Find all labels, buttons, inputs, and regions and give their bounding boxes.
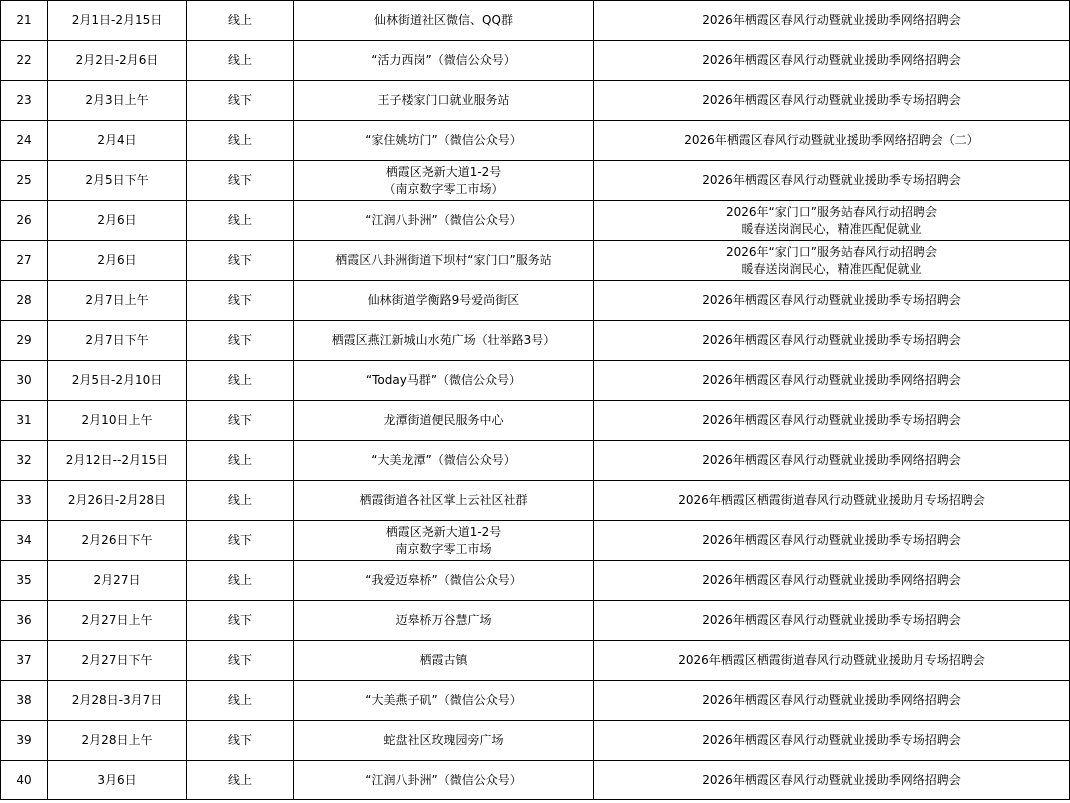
date-cell: 2月26日下午 [48,521,187,561]
event-line: 2026年栖霞区春风行动暨就业援助季专场招聘会 [702,293,961,307]
mode-cell: 线下 [187,161,294,201]
venue-cell [294,321,594,361]
event-cell [594,721,1070,761]
venue-cell [294,121,594,161]
mode-cell: 线上 [187,441,294,481]
date-cell: 2月6日 [48,241,187,281]
date-cell: 2月4日 [48,121,187,161]
venue-line: 栖霞区尧新大道1-2号 [385,524,502,539]
table-row [1,361,1070,401]
venue-cell [294,641,594,681]
event-cell [594,81,1070,121]
event-line: 2026年栖霞区春风行动暨就业援助季专场招聘会 [702,613,961,627]
event-line: 2026年栖霞区春风行动暨就业援助季专场招聘会 [702,93,961,107]
table-row [1,401,1070,441]
table-row [1,281,1070,321]
venue-line: 迈皋桥万谷慧广场 [395,613,492,627]
row-number-cell: 21 [1,1,48,41]
event-cell [594,241,1070,281]
event-cell [594,641,1070,681]
table-row [1,641,1070,681]
row-number-cell: 27 [1,241,48,281]
venue-cell [294,481,594,521]
row-number-cell: 26 [1,201,48,241]
event-line: 2026年栖霞区春风行动暨就业援助季专场招聘会 [702,173,961,187]
date-cell: 2月10日上午 [48,401,187,441]
venue-line: 龙潭街道便民服务中心 [383,413,504,427]
row-number-cell: 37 [1,641,48,681]
venue-line: 蛇盘社区玫瑰园旁广场 [383,733,504,747]
venue-cell [294,241,594,281]
event-line: 2026年栖霞区春风行动暨就业援助季专场招聘会 [702,413,961,427]
event-cell [594,521,1070,561]
date-cell: 2月7日下午 [48,321,187,361]
table-row [1,121,1070,161]
event-cell [594,281,1070,321]
event-cell [594,401,1070,441]
event-line: 2026年栖霞区春风行动暨就业援助季网络招聘会 [702,373,961,387]
table-row [1,81,1070,121]
row-number-cell: 23 [1,81,48,121]
event-line: 2026年栖霞区春风行动暨就业援助季网络招聘会 [702,772,961,787]
venue-cell [294,161,594,201]
event-line: 2026年栖霞区春风行动暨就业援助季网络招聘会（二） [684,133,979,147]
event-line: 2026年栖霞区春风行动暨就业援助季专场招聘会 [702,533,961,547]
venue-cell [294,281,594,321]
event-cell [594,561,1070,601]
event-cell [594,161,1070,201]
table-row [1,1,1070,41]
venue-line: “江润八卦洲”（微信公众号） [365,772,522,787]
venue-line: 栖霞区燕江新城山水苑广场（壮举路3号） [331,333,556,347]
event-line: 2026年栖霞区栖霞街道春风行动暨就业援助月专场招聘会 [678,493,985,507]
venue-cell [294,761,594,800]
row-number-cell: 34 [1,521,48,561]
row-number-cell: 30 [1,361,48,401]
table-row [1,561,1070,601]
mode-cell: 线上 [187,1,294,41]
event-line: 2026年栖霞区春风行动暨就业援助季网络招聘会 [702,693,961,707]
venue-line: 栖霞古镇 [419,653,468,667]
date-cell: 2月26日-2月28日 [48,481,187,521]
venue-line: “活力西岗”（微信公众号） [371,53,516,67]
event-cell [594,441,1070,481]
venue-cell [294,1,594,41]
date-cell: 2月27日上午 [48,601,187,641]
venue-line: 仙林街道社区微信、QQ群 [374,13,513,27]
date-cell: 2月5日下午 [48,161,187,201]
table-row [1,601,1070,641]
event-cell [594,41,1070,81]
schedule-table-body [1,1,1070,800]
date-cell: 2月28日-3月7日 [48,681,187,721]
date-cell: 2月2日-2月6日 [48,41,187,81]
row-number-cell: 29 [1,321,48,361]
row-number-cell: 33 [1,481,48,521]
mode-cell: 线上 [187,201,294,241]
venue-line: “我爱迈皋桥”（微信公众号） [365,573,522,587]
mode-cell: 线上 [187,41,294,81]
event-line: 2026年栖霞区春风行动暨就业援助季专场招聘会 [702,333,961,347]
venue-cell [294,401,594,441]
row-number-cell: 31 [1,401,48,441]
mode-cell: 线下 [187,281,294,321]
table-row [1,41,1070,81]
event-line: 2026年栖霞区春风行动暨就业援助季网络招聘会 [702,453,961,467]
date-cell: 2月3日上午 [48,81,187,121]
date-cell: 2月27日下午 [48,641,187,681]
venue-cell [294,201,594,241]
event-line: 暖春送岗润民心，精准匹配促就业 [741,221,922,236]
event-line: 2026年栖霞区春风行动暨就业援助季网络招聘会 [702,53,961,67]
row-number-cell: 28 [1,281,48,321]
venue-cell [294,561,594,601]
date-cell: 2月12日--2月15日 [48,441,187,481]
venue-line: 栖霞区八卦洲街道下坝村“家门口”服务站 [335,253,552,267]
mode-cell: 线上 [187,681,294,721]
table-row [1,241,1070,281]
mode-cell: 线下 [187,521,294,561]
event-line: 2026年栖霞区栖霞街道春风行动暨就业援助月专场招聘会 [678,653,985,667]
venue-line: 仙林街道学衡路9号爱尚街区 [367,293,520,307]
mode-cell: 线上 [187,561,294,601]
row-number-cell: 24 [1,121,48,161]
venue-cell [294,81,594,121]
date-cell: 2月27日 [48,561,187,601]
venue-line: 南京数字零工市场 [395,541,492,556]
event-cell [594,481,1070,521]
date-cell: 2月6日 [48,201,187,241]
row-number-cell: 22 [1,41,48,81]
table-row [1,321,1070,361]
venue-line: “江润八卦洲”（微信公众号） [365,213,522,227]
table-row [1,161,1070,201]
table-row [1,201,1070,241]
mode-cell: 线下 [187,401,294,441]
venue-line: 栖霞区尧新大道1-2号 [385,164,502,179]
event-line: 2026年“家门口”服务站春风行动招聘会 [726,204,937,219]
table-row [1,521,1070,561]
row-number-cell: 39 [1,721,48,761]
row-number-cell: 32 [1,441,48,481]
event-cell [594,121,1070,161]
venue-cell [294,361,594,401]
table-row [1,721,1070,761]
event-cell [594,201,1070,241]
event-cell [594,361,1070,401]
venue-line: “大美燕子矶”（微信公众号） [365,693,522,707]
table-row [1,481,1070,521]
venue-line: “Today马群”（微信公众号） [365,373,522,387]
venue-line: “家住姚坊门”（微信公众号） [365,133,522,147]
mode-cell: 线上 [187,761,294,800]
venue-cell [294,681,594,721]
event-line: 2026年栖霞区春风行动暨就业援助季网络招聘会 [702,573,961,587]
mode-cell: 线下 [187,321,294,361]
event-line: 2026年“家门口”服务站春风行动招聘会 [726,244,937,259]
mode-cell: 线上 [187,361,294,401]
event-cell [594,1,1070,41]
mode-cell: 线下 [187,601,294,641]
row-number-cell: 35 [1,561,48,601]
row-number-cell: 25 [1,161,48,201]
venue-line: “大美龙潭”（微信公众号） [371,453,516,467]
venue-cell [294,601,594,641]
event-cell [594,601,1070,641]
venue-cell [294,41,594,81]
row-number-cell: 38 [1,681,48,721]
table-row [1,681,1070,721]
mode-cell: 线下 [187,241,294,281]
venue-line: （南京数字零工市场） [383,181,504,196]
date-cell: 2月7日上午 [48,281,187,321]
event-line: 2026年栖霞区春风行动暨就业援助季网络招聘会 [702,13,961,27]
event-line: 2026年栖霞区春风行动暨就业援助季专场招聘会 [702,733,961,747]
table-row [1,761,1070,800]
row-number-cell: 36 [1,601,48,641]
table-row [1,441,1070,481]
date-cell: 2月28日上午 [48,721,187,761]
date-cell: 3月6日 [48,761,187,800]
venue-line: 王子楼家门口就业服务站 [377,93,510,107]
mode-cell: 线下 [187,81,294,121]
date-cell: 2月1日-2月15日 [48,1,187,41]
event-cell [594,681,1070,721]
mode-cell: 线下 [187,641,294,681]
venue-cell [294,721,594,761]
event-cell [594,761,1070,800]
event-line: 暖春送岗润民心，精准匹配促就业 [741,261,922,276]
mode-cell: 线上 [187,481,294,521]
venue-line: 栖霞街道各社区掌上云社区社群 [359,493,528,507]
date-cell: 2月5日-2月10日 [48,361,187,401]
row-number-cell: 40 [1,761,48,800]
venue-cell [294,521,594,561]
event-cell [594,321,1070,361]
mode-cell: 线上 [187,121,294,161]
venue-cell [294,441,594,481]
mode-cell: 线下 [187,721,294,761]
